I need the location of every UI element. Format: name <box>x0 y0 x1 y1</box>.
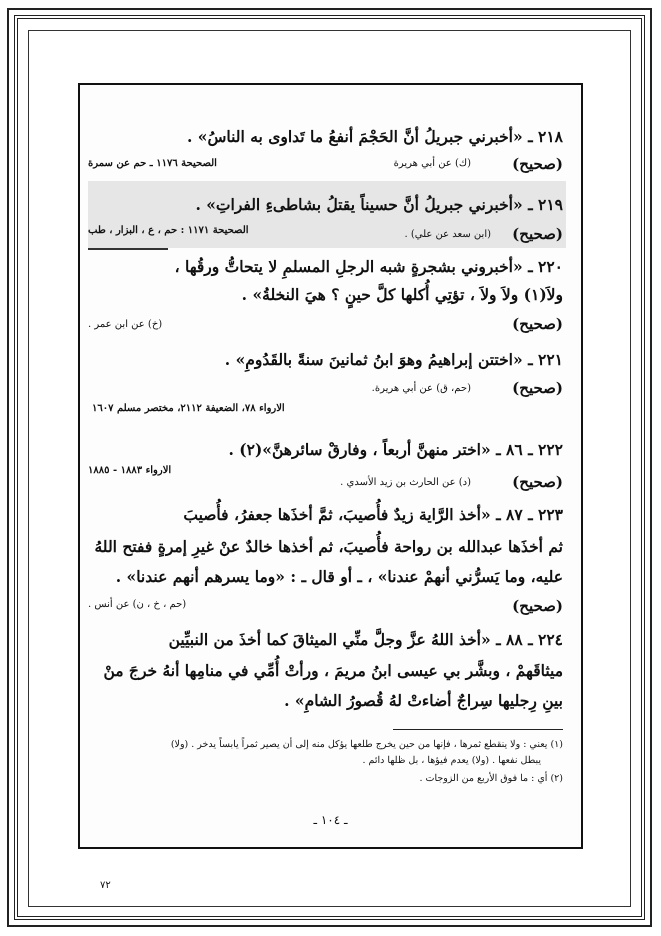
hadith-219-ref: الصحيحة ١١٧١ : حم ، ع ، البزار ، طب <box>88 225 249 236</box>
hadith-223-line1: ٢٢٣ ـ ٨٧ ـ «أخذ الرَّاية زيدٌ فأُصيبَ، ثمَّ أخذَها جعفرُ، فأُصيبَ <box>183 505 563 524</box>
hadith-223-line3: عليه، وما يَسرُّني أنهمْ عندنا» ، ـ أو قال ـ : «وما يسرهم أنهم عندنا» . <box>115 567 563 586</box>
hadith-218-meta <box>88 155 563 175</box>
hadith-218-text: ٢١٨ ـ «أخبرني جبريلُ أنَّ الحَجْمَ أنفعُ ما تَداوى به الناسُ» . <box>187 127 563 146</box>
hadith-222-text: ٢٢٢ ـ ٨٦ ـ «اختر منهنَّ أربعاً ، وفارقْ سائرهنَّ»(٢) . <box>228 440 563 459</box>
footnote-1-line1: (١) يعني : ولا ينقطع ثمرها ، فإنها من حين يخرج طلعها يؤكل منه إلى أن يصير ثمراً يابساً يدخر . (ولا) <box>170 739 563 750</box>
page-number: ـ ١٠٤ ـ <box>313 813 348 827</box>
hadith-219-source: (ابن سعد عن علي) . <box>404 229 491 240</box>
hadith-222-ref: الارواء ١٨٨٣ - ١٨٨٥ <box>88 465 172 476</box>
hadith-221-ref: الارواء ٧٨، الضعيفة ٢١١٢، مختصر مسلم ١٦٠٧ <box>92 403 285 414</box>
hadith-218-grade: (صحيح) <box>512 155 563 173</box>
hadith-219-meta <box>88 225 563 245</box>
hadith-220-meta <box>88 315 563 335</box>
scanned-page <box>78 83 583 849</box>
hadith-221-text: ٢٢١ ـ «اختتن إبراهيمُ وهوَ ابنُ ثمانينَ سنةً بالقَدُومِ» . <box>224 350 563 369</box>
hadith-223-grade: (صحيح) <box>512 597 563 615</box>
hadith-221-grade: (صحيح) <box>512 379 563 397</box>
footnote-1-line2: يبطل نفعها . (ولا) يعدم فيؤها ، بل ظلها دائم . <box>362 755 541 766</box>
highlight-underline <box>88 248 168 250</box>
hadith-219-text: ٢١٩ ـ «أخبرني جبريلُ أنَّ حسيناً يقتلُ بشاطىءِ الفراتِ» . <box>195 195 563 214</box>
hadith-218-source: (ك) عن أبي هريرة <box>393 158 471 169</box>
outer-page-number: ٧٢ <box>100 880 111 891</box>
hadith-223-source: (حم ، خ ، ن) عن أنس . <box>88 599 187 610</box>
hadith-218-ref: الصحيحة ١١٧٦ ـ حم عن سمرة <box>88 158 217 169</box>
hadith-219-grade: (صحيح) <box>512 225 563 243</box>
hadith-220-source: (خ) عن ابن عمر . <box>88 319 163 330</box>
hadith-223-meta <box>88 597 563 617</box>
footnote-2: (٢) أي : ما فوق الأربع من الزوجات . <box>419 773 563 784</box>
hadith-222-source: (د) عن الحارث بن زيد الأسدي . <box>340 477 471 488</box>
footnote-rule <box>393 729 563 730</box>
hadith-224-line2: ميثاقَهمْ ، وبشَّر بي عيسى ابنُ مريمَ ، ورأتْ أُمِّي في منامِها أنهُ خرجَ منْ <box>103 661 563 680</box>
hadith-224-line3: بينِ رِجليها سِراجٌ أضاءتْ لهُ قُصورُ الشامِ» . <box>284 691 563 710</box>
hadith-222-meta <box>88 465 563 493</box>
hadith-221-source: (حم، ق) عن أبي هريرة. <box>371 383 471 394</box>
hadith-220-grade: (صحيح) <box>512 315 563 333</box>
hadith-220-line1: ٢٢٠ ـ «أخبروني بشجرةٍ شبه الرجلِ المسلمِ لا يتحاتُّ ورقُها ، <box>174 257 563 276</box>
hadith-221-meta <box>88 379 563 399</box>
hadith-222-grade: (صحيح) <box>512 473 563 491</box>
hadith-224-line1: ٢٢٤ ـ ٨٨ ـ «أخذ اللهُ عزَّ وجلَّ منِّي الميثاقَ كما أخذَ من النبيِّين <box>168 630 563 649</box>
hadith-223-line2: ثم أخذَها عبدالله بن رواحة فأُصيبَ، ثم أخذها خالدٌ عنْ غيرِ إمرةٍ ففتح اللهُ <box>94 537 563 556</box>
hadith-220-line2: ولاَ(١) ولاَ ولاَ ، تؤتِي أُكلها كلَّ حينٍ ؟ هيَ النخلةُ» . <box>241 285 563 304</box>
